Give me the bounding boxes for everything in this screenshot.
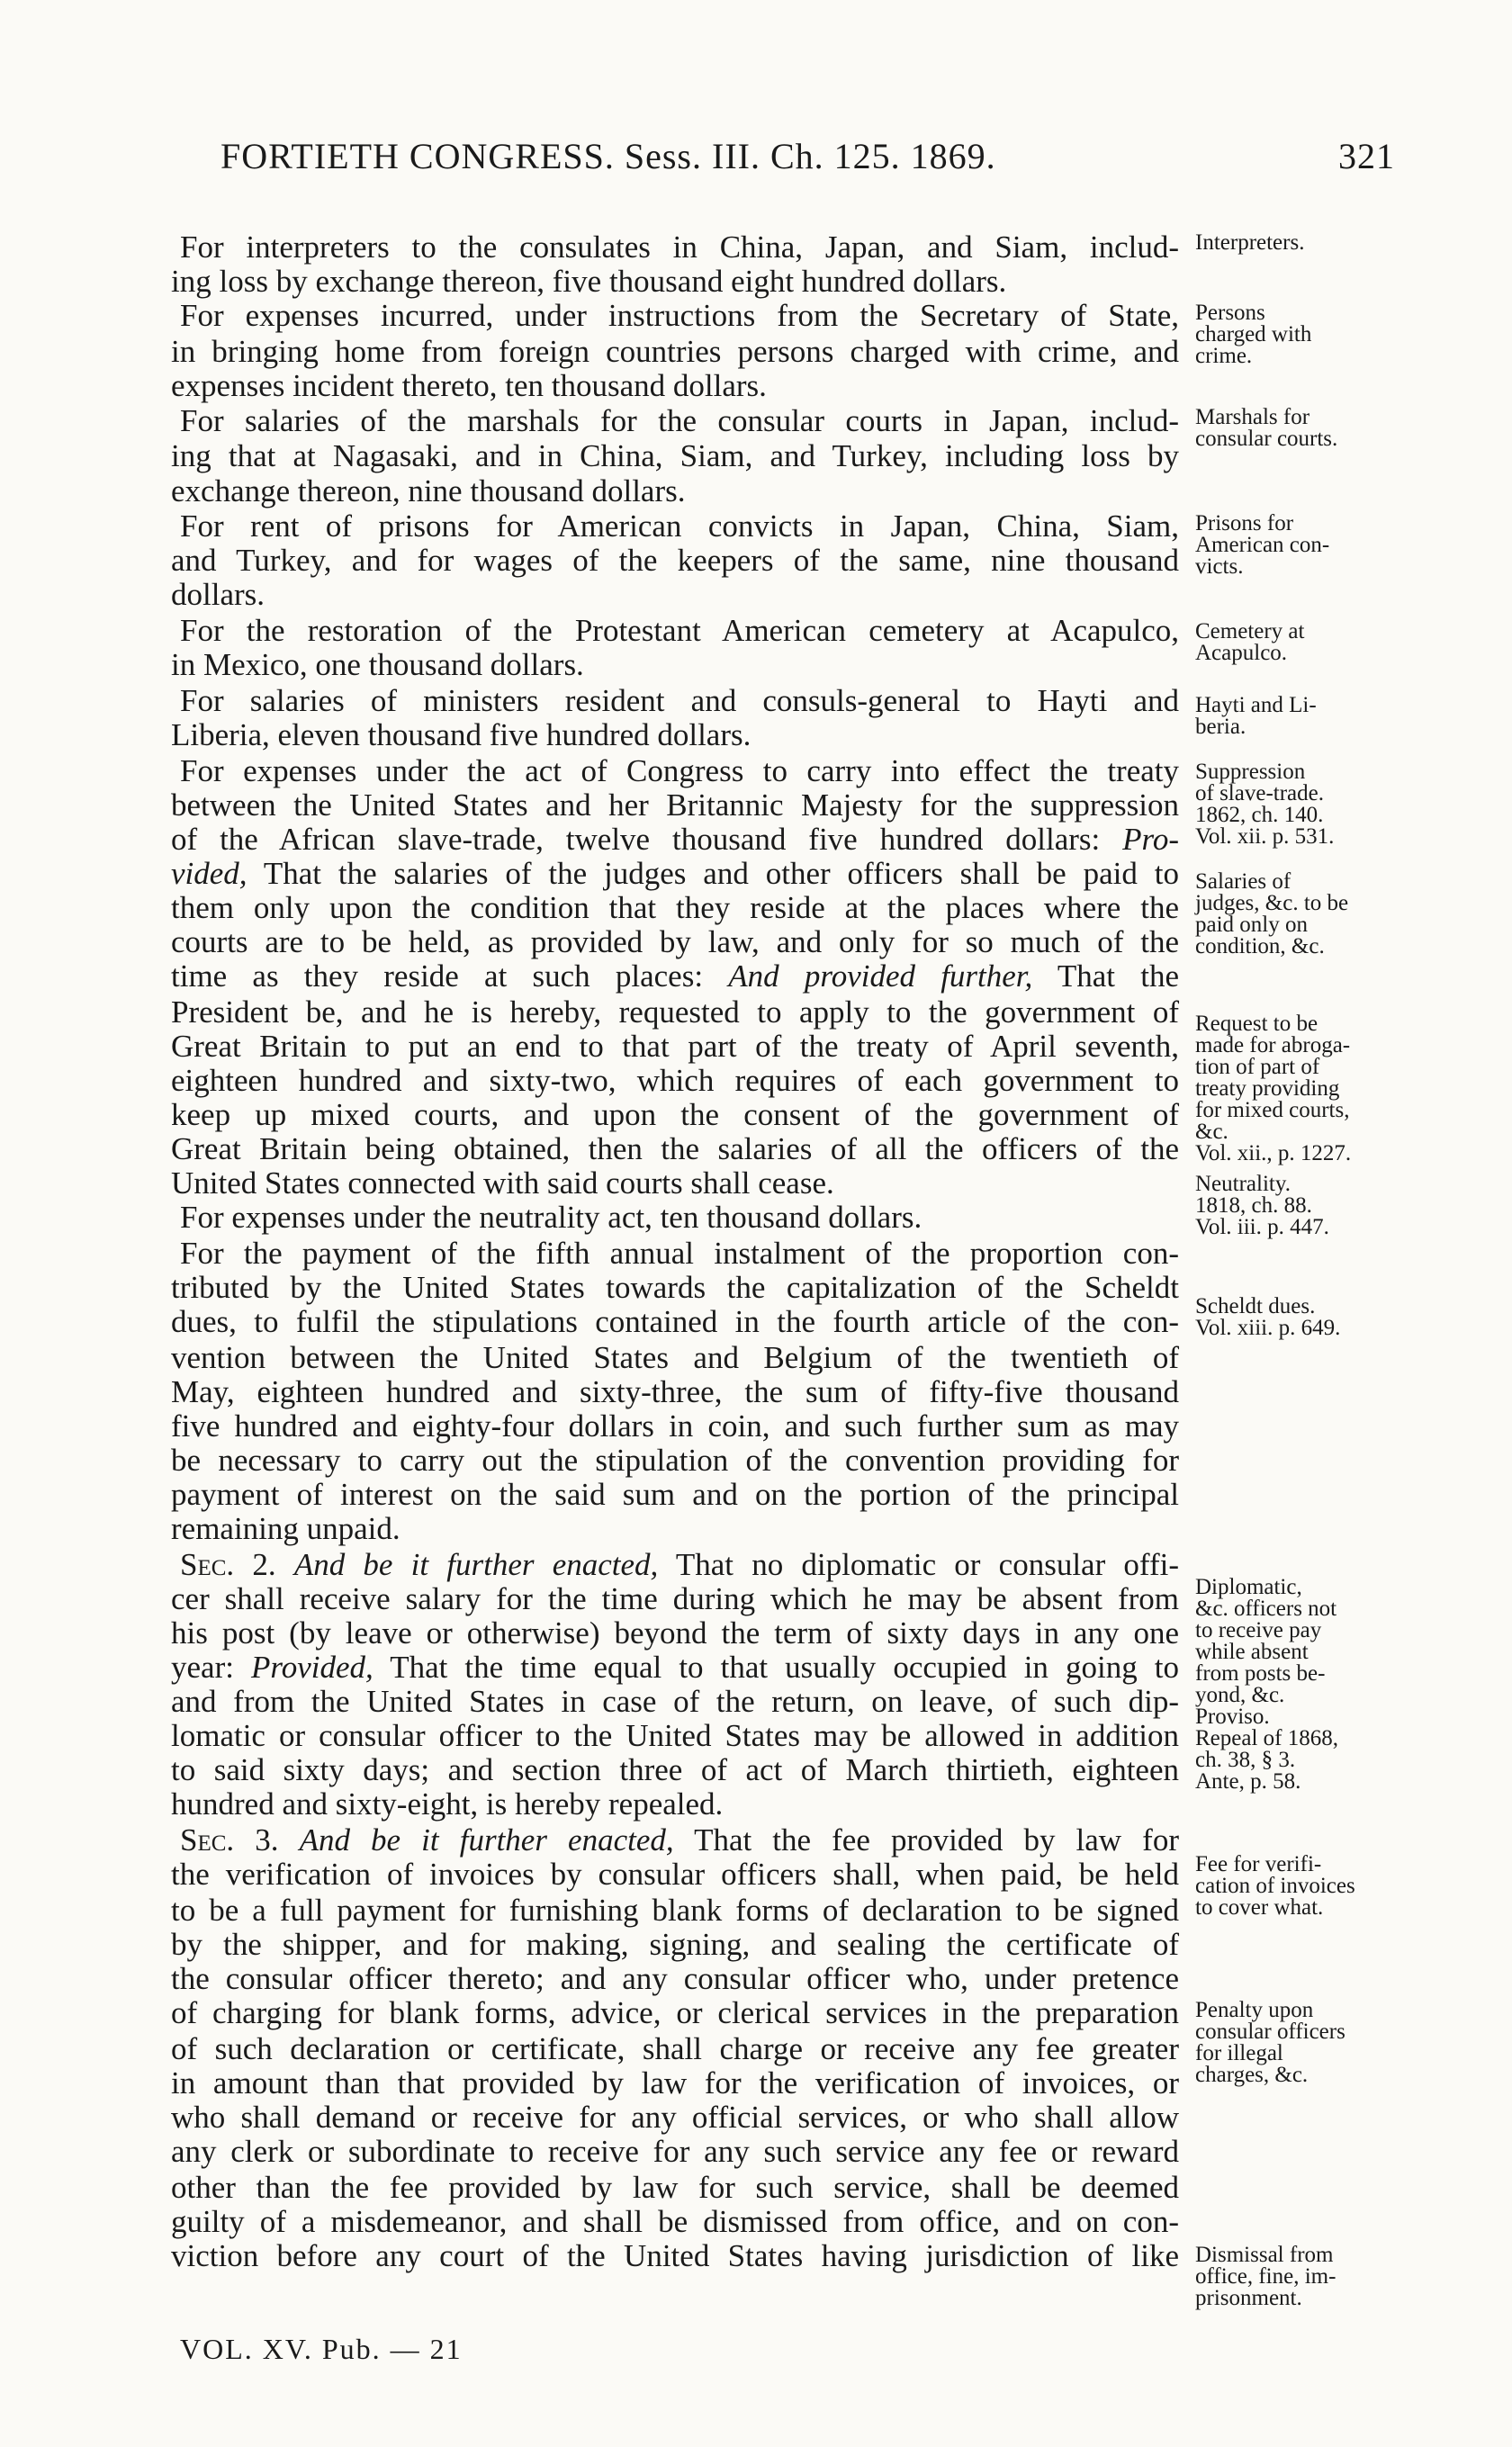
margin-note-line: condition, &c. xyxy=(1195,934,1325,958)
margin-note-line: Vol. xii., p. 1227. xyxy=(1195,1141,1352,1165)
text-line: other than the fee provided by law for such service, shall be deemed xyxy=(171,2170,1179,2205)
page-header xyxy=(220,135,1395,189)
margin-note xyxy=(1195,302,1416,367)
margin-note-line: Interpreters. xyxy=(1195,230,1305,255)
margin-note-line: Vol. iii. p. 447. xyxy=(1195,1215,1329,1239)
margin-note-line: charges, &c. xyxy=(1195,2063,1309,2087)
text-line: payment of interest on the said sum and on the portion of the principal xyxy=(171,1477,1179,1512)
margin-note-line: 1862, ch. 140. xyxy=(1195,803,1324,827)
text-line: time as they reside at such places: And provided further, That the xyxy=(171,958,1180,994)
margin-note-line: Persons xyxy=(1195,301,1265,325)
margin-note-line: Vol. xiii. p. 649. xyxy=(1195,1316,1341,1340)
margin-note-line: Repeal of 1868, xyxy=(1195,1726,1338,1750)
margin-note xyxy=(1195,761,1416,848)
text-line: and from the United States in case of the return, on leave, of such dip- xyxy=(171,1684,1179,1719)
text-line: remaining unpaid. xyxy=(171,1511,400,1546)
text-line: For rent of prisons for American convicts in Japan, China, Siam, xyxy=(180,508,1179,544)
margin-note-line: treaty providing xyxy=(1195,1076,1340,1101)
margin-note-line: while absent xyxy=(1195,1640,1309,1664)
margin-note-line: Marshals for xyxy=(1195,405,1310,429)
text-line: them only upon the condition that they reside at the places where the xyxy=(171,890,1179,925)
text-line: to be a full payment for furnishing blank forms of declaration to be signed xyxy=(171,1893,1179,1928)
text-line: of such declaration or certificate, shall charge or receive any fee greater xyxy=(171,2031,1179,2066)
text-line: ing loss by exchange thereon, five thousand eight hundred dollars. xyxy=(171,264,1007,299)
margin-note xyxy=(1195,2245,1416,2309)
text-line: in Mexico, one thousand dollars. xyxy=(171,647,584,682)
text-line: cer shall receive salary for the time during which he may be absent from xyxy=(171,1581,1179,1616)
text-line: of the African slave-trade, twelve thousand five hundred dollars: Pro- xyxy=(171,822,1180,857)
margin-note xyxy=(1195,621,1416,664)
margin-note xyxy=(1195,232,1416,254)
margin-note-line: Request to be xyxy=(1195,1012,1318,1036)
text-line: Liberia, eleven thousand five hundred dollars. xyxy=(171,717,752,752)
margin-note-line: charged with xyxy=(1195,322,1312,346)
margin-note-line: consular courts. xyxy=(1195,427,1338,451)
running-head: FORTIETH CONGRESS. Sess. III. Ch. 125. 1869. xyxy=(220,136,996,176)
margin-note-line: from posts be- xyxy=(1195,1661,1326,1686)
text-line: exchange thereon, nine thousand dollars. xyxy=(171,473,686,508)
margin-note-line: Prisons for xyxy=(1195,511,1294,535)
signature-footer: VOL. XV. Pub. — 21 xyxy=(180,2333,463,2365)
text-line: keep up mixed courts, and upon the consent of the government of xyxy=(171,1097,1179,1132)
text-line: vided, That the salaries of the judges and other officers shall be paid to xyxy=(171,856,1179,891)
margin-note xyxy=(1195,2000,1416,2086)
margin-note-line: ch. 38, § 3. xyxy=(1195,1748,1296,1772)
text-line: his post (by leave or otherwise) beyond the term of sixty days in any one xyxy=(171,1615,1179,1651)
text-line: vention between the United States and Belgium of the twentieth of xyxy=(171,1340,1179,1375)
margin-note-line: cation of invoices xyxy=(1195,1874,1355,1898)
text-line: President be, and he is hereby, requested to apply to the government of xyxy=(171,994,1179,1030)
text-line: guilty of a misdemeanor, and shall be dismissed from office, and on con- xyxy=(171,2204,1179,2239)
text-line: year: Provided, That the time equal to that usually occupied in going to xyxy=(171,1650,1179,1685)
margin-note-line: Hayti and Li- xyxy=(1195,693,1317,717)
margin-note-line: Salaries of xyxy=(1195,869,1292,894)
margin-note xyxy=(1195,1577,1416,1793)
page-number: 321 xyxy=(1338,136,1395,176)
text-line: For salaries of ministers resident and consuls-general to Hayti and xyxy=(180,683,1179,718)
text-line: May, eighteen hundred and sixty-three, the sum of fifty-five thousand xyxy=(171,1374,1179,1409)
margin-note-line: of slave-trade. xyxy=(1195,781,1324,805)
margin-note-line: Acapulco. xyxy=(1195,641,1288,665)
margin-note-line: office, fine, im- xyxy=(1195,2264,1336,2289)
margin-note-line: Neutrality. xyxy=(1195,1172,1291,1196)
margin-note-line: 1818, ch. 88. xyxy=(1195,1193,1312,1218)
margin-note-line: prisonment. xyxy=(1195,2286,1302,2310)
text-line: in amount than that provided by law for the verification of invoices, or xyxy=(171,2065,1179,2101)
margin-note-line: Suppression xyxy=(1195,760,1306,784)
margin-note-line: Diplomatic, xyxy=(1195,1575,1302,1599)
text-line: ing that at Nagasaki, and in China, Siam, and Turkey, including loss by xyxy=(171,438,1179,473)
margin-note xyxy=(1195,695,1416,738)
text-line: expenses incident thereto, ten thousand dollars. xyxy=(171,368,767,403)
text-line: in bringing home from foreign countries persons charged with crime, and xyxy=(171,334,1179,369)
text-line: and Turkey, and for wages of the keepers of the same, nine thousand xyxy=(171,543,1179,578)
margin-note-line: Penalty upon xyxy=(1195,1998,1314,2022)
margin-note-line: Cemetery at xyxy=(1195,619,1305,643)
margin-note xyxy=(1195,1174,1416,1238)
text-line: viction before any court of the United States having jurisdiction of like xyxy=(171,2238,1179,2273)
text-line: lomatic or consular officer to the United States may be allowed in addition xyxy=(171,1718,1179,1753)
text-line: eighteen hundred and sixty-two, which requires of each government to xyxy=(171,1063,1179,1098)
text-line: tributed by the United States towards the capitalization of the Scheldt xyxy=(171,1270,1179,1305)
margin-note xyxy=(1195,407,1416,450)
margin-note-line: Ante, p. 58. xyxy=(1195,1769,1301,1794)
text-line: Great Britain being obtained, then the salaries of all the officers of the xyxy=(171,1131,1179,1166)
text-line: For expenses under the neutrality act, ten thousand dollars. xyxy=(180,1200,922,1235)
margin-note-line: &c. officers not xyxy=(1195,1597,1337,1621)
text-line: For expenses under the act of Congress to carry into effect the treaty xyxy=(180,753,1179,788)
margin-note-line: beria. xyxy=(1195,715,1246,739)
text-line: For expenses incurred, under instructions from the Secretary of State, xyxy=(180,298,1179,333)
text-line: by the shipper, and for making, signing, and sealing the certificate of xyxy=(171,1927,1179,1962)
text-line: Great Britain to put an end to that part of the treaty of April seventh, xyxy=(171,1029,1179,1064)
text-line: Sec. 3. And be it further enacted, That the fee provided by law for xyxy=(180,1822,1179,1858)
margin-note-line: Vol. xii. p. 531. xyxy=(1195,824,1335,849)
text-line: hundred and sixty-eight, is hereby repealed. xyxy=(171,1786,724,1822)
text-line: For salaries of the marshals for the consular courts in Japan, includ- xyxy=(180,403,1179,438)
text-line: For interpreters to the consulates in China, Japan, and Siam, includ- xyxy=(180,229,1179,265)
text-line: the verification of invoices by consular officers shall, when paid, be held xyxy=(171,1857,1179,1892)
margin-note-line: &c. xyxy=(1195,1120,1228,1144)
margin-note-line: paid only on xyxy=(1195,913,1308,937)
text-line: For the payment of the fifth annual instalment of the proportion con- xyxy=(180,1236,1179,1271)
margin-note xyxy=(1195,513,1416,578)
text-line: to said sixty days; and section three of act of March thirtieth, eighteen xyxy=(171,1752,1179,1787)
text-line: between the United States and her Britannic Majesty for the suppression xyxy=(171,787,1179,823)
text-line: dollars. xyxy=(171,577,266,612)
margin-note-line: for mixed courts, xyxy=(1195,1098,1350,1122)
text-line: any clerk or subordinate to receive for any such service any fee or reward xyxy=(171,2134,1179,2169)
margin-note xyxy=(1195,1013,1416,1165)
text-line: dues, to fulfil the stipulations contained in the fourth article of the con- xyxy=(171,1304,1179,1339)
margin-note-line: yond, &c. xyxy=(1195,1683,1285,1707)
text-line: Sec. 2. And be it further enacted, That no diplomatic or consular offi- xyxy=(180,1547,1179,1582)
text-line: five hundred and eighty-four dollars in coin, and such further sum as may xyxy=(171,1408,1179,1444)
margin-note-line: tion of part of xyxy=(1195,1055,1320,1079)
margin-note-line: judges, &c. to be xyxy=(1195,891,1349,915)
text-line: be necessary to carry out the stipulation of the convention providing for xyxy=(171,1443,1179,1478)
margin-note-line: victs. xyxy=(1195,554,1244,579)
margin-note-line: Fee for verifi- xyxy=(1195,1852,1322,1876)
margin-note-line: Dismissal from xyxy=(1195,2243,1334,2267)
text-line: of charging for blank forms, advice, or clerical services in the preparation xyxy=(171,1995,1179,2030)
margin-note xyxy=(1195,871,1416,958)
margin-note-line: Proviso. xyxy=(1195,1705,1270,1729)
margin-note xyxy=(1195,1854,1416,1919)
text-line: United States connected with said courts shall cease. xyxy=(171,1165,834,1201)
text-line: For the restoration of the Protestant American cemetery at Acapulco, xyxy=(180,613,1179,648)
margin-note-line: made for abroga- xyxy=(1195,1033,1351,1057)
margin-note-line: crime. xyxy=(1195,344,1253,368)
margin-note-line: to cover what. xyxy=(1195,1895,1324,1920)
margin-note-line: for illegal xyxy=(1195,2041,1283,2065)
text-line: who shall demand or receive for any official services, or who shall allow xyxy=(171,2100,1179,2135)
margin-note xyxy=(1195,1296,1416,1339)
margin-note-line: to receive pay xyxy=(1195,1618,1322,1642)
margin-note-line: American con- xyxy=(1195,533,1330,557)
text-line: the consular officer thereto; and any consular officer who, under pretence xyxy=(171,1961,1179,1996)
margin-note-line: Scheldt dues. xyxy=(1195,1294,1316,1318)
text-line: courts are to be held, as provided by law, and only for so much of the xyxy=(171,924,1179,959)
margin-note-line: consular officers xyxy=(1195,2020,1346,2044)
